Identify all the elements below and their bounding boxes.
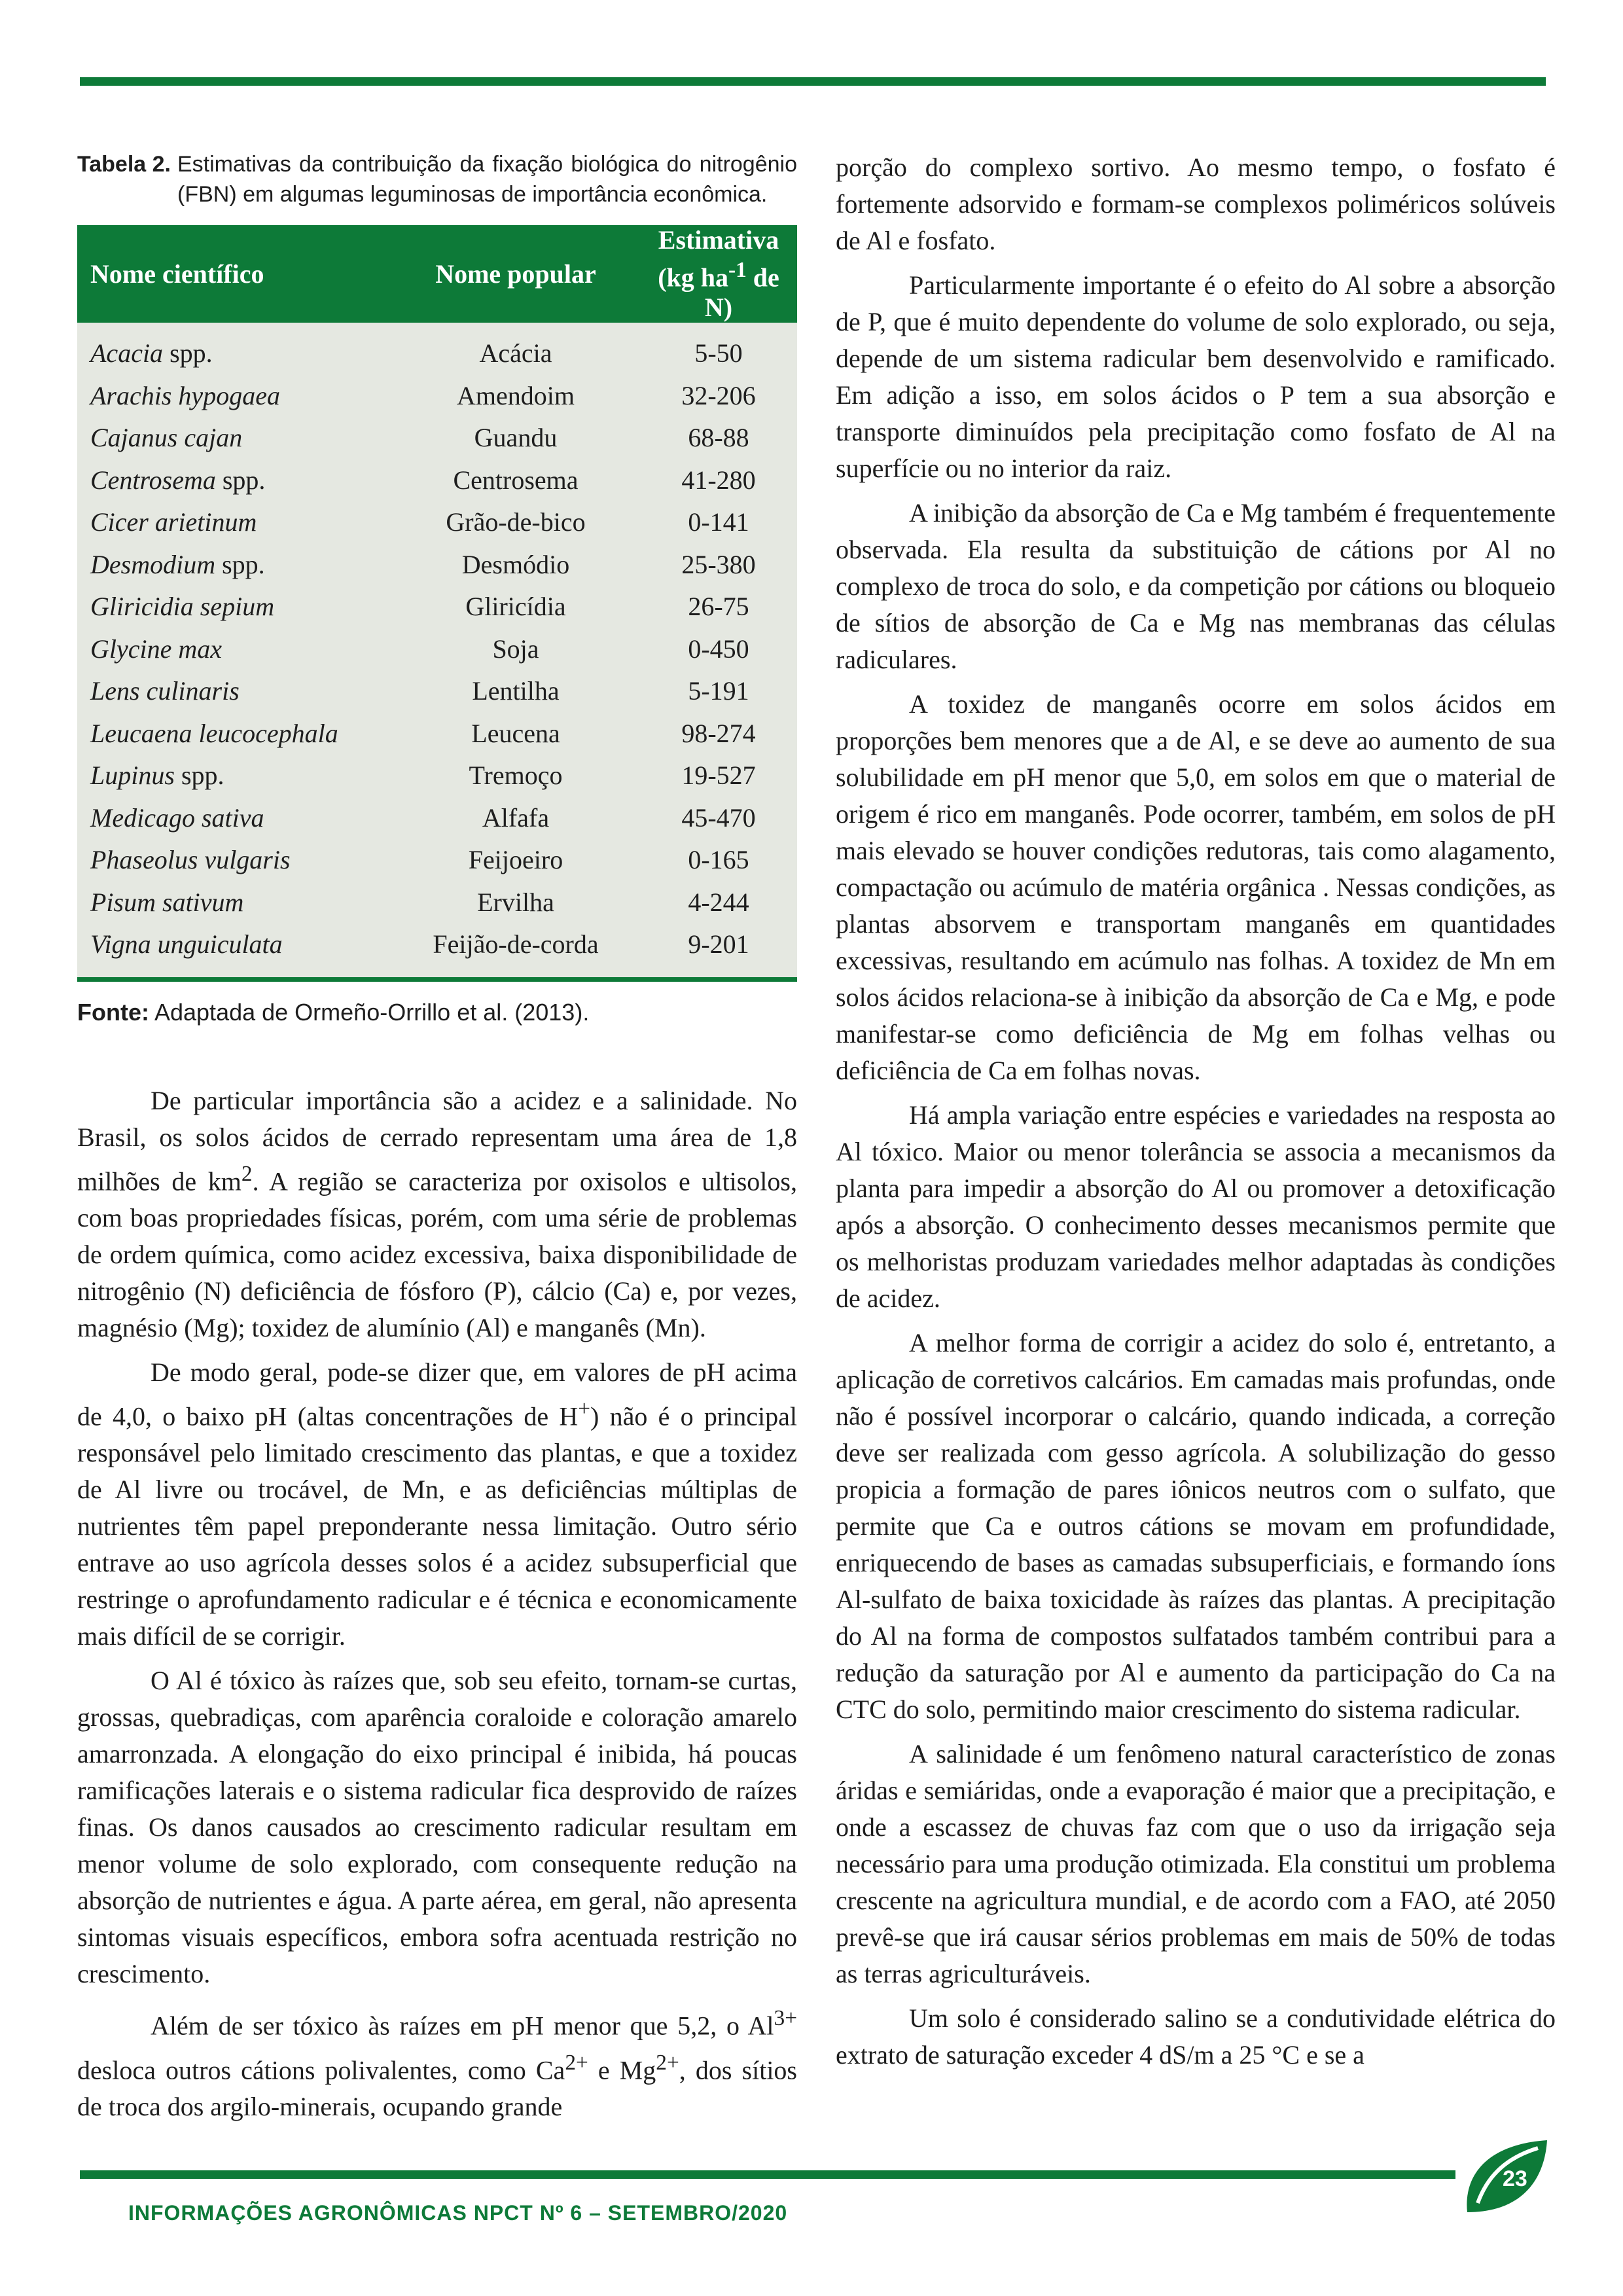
paragraph: A inibição da absorção de Ca e Mg também é frequentemente observada. Ela resulta da substituição de cátions por Al no complexo de troca do solo, e da competição por cátions ou bloqueio de sítios de absorção de Ca e Mg nas membranas das células radiculares. — [836, 498, 1556, 674]
cell-scientific-name — [77, 585, 391, 628]
superscript: + — [578, 1397, 591, 1422]
cell-popular-name: Lentilha — [472, 676, 560, 706]
cell-popular-name: Amendoim — [457, 380, 575, 410]
header-estimate-unit-tail: de N) — [704, 262, 779, 323]
table-caption — [77, 149, 797, 209]
table-row — [77, 585, 797, 628]
cell-popular-name: Soja — [492, 634, 539, 664]
paragraph: porção do complexo sortivo. Ao mesmo tempo, o fosfato é fortemente adsorvido e formam-se complexos poliméricos solúveis de Al e fosfato. — [836, 152, 1556, 255]
text-run: De particular importância são a acidez e a salinidade. No Brasil, os solos ácidos de cerrado representam uma área de 1,8 milhões de km — [77, 1085, 797, 1196]
header-estimate-title: Estimativa — [658, 225, 779, 255]
cell-estimate: 4-244 — [688, 887, 749, 917]
scientific-name: Pisum sativum — [90, 887, 244, 917]
page-number: 23 — [1503, 2166, 1527, 2191]
text-run: De modo geral, pode-se dizer que, em valores de pH acima de 4,0, o baixo pH (altas concentrações de H — [77, 1357, 797, 1431]
paragraph: Há ampla variação entre espécies e variedades na resposta ao Al tóxico. Maior ou menor tolerância se associa a mecanismos da planta para impedir a absorção do Al ou promover a detoxificação após a absorção. O conhecimento desses mecanismos permite que os melhoristas produzam variedades melhor adaptadas às condições de acidez. — [836, 1100, 1556, 1313]
cell-scientific-name — [77, 323, 391, 374]
table-row — [77, 754, 797, 797]
cell-popular-name: Ervilha — [477, 887, 554, 917]
cell-popular-name: Desmódio — [461, 549, 570, 579]
text-run: . A região se caracteriza por oxisolos e ultisolos, com boas propriedades físicas, porém, com uma série de problemas de ordem química, como acidez excessiva, baixa disponibilidade de nitrogênio (N) deficiência de fósforo (P), cálcio (Ca) e, por vezes, magnésio (Mg); toxidez de alumínio (Al) e manganês (Mn). — [77, 1166, 797, 1343]
scientific-name: Medicago sativa — [90, 802, 264, 833]
scientific-name: Vigna unguiculata — [90, 929, 283, 960]
publication-footer: INFORMAÇÕES AGRONÔMICAS NPCT Nº 6 – SETEMBRO/2020 — [128, 2201, 788, 2225]
cell-estimate: 19-527 — [681, 761, 756, 791]
header-rule — [80, 77, 1546, 86]
scientific-name-suffix: spp. — [163, 338, 213, 368]
text-run: ) não é o principal responsável pelo limitado crescimento das plantas, e que a toxidez de Al livre ou trocável, de Mn, e as deficiências múltiplas de nutrientes têm papel preponderante nessa limitação. Outro sério entrave ao uso agrícola desses solos é a acidez subsuperficial que restringe o aprofundamento radicular e é técnica e economicamente mais difícil de se corrigir. — [77, 1401, 797, 1651]
scientific-name-suffix: spp. — [215, 465, 266, 495]
cell-scientific-name — [77, 543, 391, 586]
fbn-table — [77, 225, 797, 977]
cell-popular-name: Acácia — [479, 338, 552, 368]
table-row — [77, 923, 797, 977]
superscript: 3+ — [774, 2006, 797, 2031]
cell-estimate: 26-75 — [688, 592, 749, 622]
scientific-name: Arachis hypogaea — [90, 380, 280, 410]
table-header-row — [77, 225, 797, 323]
table-source-text: Adaptada de Ormeño-Orrillo et al. (2013). — [149, 998, 590, 1026]
cell-popular-name: Feijão-de-corda — [433, 929, 599, 960]
cell-scientific-name — [77, 459, 391, 501]
superscript: 2 — [241, 1161, 253, 1186]
cell-scientific-name — [77, 881, 391, 924]
cell-scientific-name — [77, 670, 391, 712]
scientific-name: Centrosema — [90, 465, 216, 495]
paragraph: O Al é tóxico às raízes que, sob seu efeito, tornam-se curtas, grossas, quebradiças, com aparência coraloide e coloração amarelo amarronzada. A elongação do eixo principal é inibida, há poucas ramificações laterais e o sistema radicular fica desprovido de raízes finas. Os danos causados ao crescimento radicular resultam em menor volume de solo explorado, com consequente redução na absorção de nutrientes e água. A parte aérea, em geral, não apresenta sintomas visuais específicos, embora sofra acentuada restrição no crescimento. — [77, 1666, 797, 1989]
cell-popular-name: Tremoço — [469, 761, 563, 791]
table-row — [77, 628, 797, 670]
scientific-name: Acacia — [90, 338, 164, 368]
header-estimate — [640, 225, 797, 323]
left-body-text — [77, 1083, 797, 2125]
cell-estimate: 0-450 — [688, 634, 749, 664]
scientific-name: Cicer arietinum — [90, 507, 257, 537]
header-popular-name: Nome popular — [391, 225, 640, 323]
table-row — [77, 323, 797, 374]
scientific-name: Phaseolus vulgaris — [90, 845, 291, 875]
table-row — [77, 543, 797, 586]
cell-estimate: 9-201 — [688, 929, 749, 960]
header-estimate-unit: (kg ha — [658, 262, 729, 293]
cell-popular-name: Centrosema — [453, 465, 579, 495]
scientific-name-suffix: spp. — [174, 761, 224, 791]
cell-estimate: 0-165 — [688, 845, 749, 875]
table-source-label: Fonte: — [77, 998, 149, 1026]
superscript: 2+ — [656, 2050, 679, 2075]
cell-estimate: 68-88 — [688, 423, 749, 453]
text-run: e Mg — [588, 2055, 656, 2085]
paragraph: A toxidez de manganês ocorre em solos ácidos em proporções bem menores que a de Al, e se deve ao aumento de sua solubilidade em pH menor que 5,0, em solos em que o material de origem é rico em manganês. Pode ocorrer, também, em solos de pH mais elevado se houver condições redutoras, tais como alagamento, compactação ou acúmulo de matéria orgânica . Nessas condições, as plantas absorvem e transportam manganês em quantidades excessivas, resultando em acúmulo nas folhas. A toxidez de Mn em solos ácidos relaciona-se à inibição da absorção de Ca e Mg, e pode manifestar-se como deficiência de Mg em folhas velhas ou deficiência de Ca em folhas novas. — [836, 689, 1556, 1085]
table-row — [77, 670, 797, 712]
cell-scientific-name — [77, 754, 391, 797]
text-run: desloca outros cátions polivalentes, como Ca — [77, 2055, 565, 2085]
table-row — [77, 501, 797, 543]
scientific-name: Lens culinaris — [90, 676, 240, 706]
cell-scientific-name — [77, 838, 391, 881]
paragraph: A salinidade é um fenômeno natural característico de zonas áridas e semiáridas, onde a evaporação é maior que a precipitação, e onde a escassez de chuvas faz com que o uso da irrigação seja necessário para uma produção otimizada. Ela constitui um problema crescente na agricultura mundial, e de acordo com a FAO, até 2050 prevê-se que irá causar sérios problemas em mais de 50% de todas as terras agriculturáveis. — [836, 1739, 1556, 1988]
cell-popular-name: Leucena — [471, 718, 560, 748]
cell-estimate: 98-274 — [681, 718, 756, 748]
table-row — [77, 459, 797, 501]
table-bottom-rule — [77, 977, 797, 982]
header-estimate-unit-exp: -1 — [728, 258, 747, 282]
cell-scientific-name — [77, 501, 391, 543]
cell-estimate: 5-50 — [694, 338, 743, 368]
scientific-name-suffix: spp. — [215, 549, 265, 579]
table-row — [77, 712, 797, 755]
scientific-name: Cajanus cajan — [90, 423, 243, 453]
superscript: 2+ — [565, 2050, 588, 2075]
cell-popular-name: Gliricídia — [465, 592, 566, 622]
paragraph: Particularmente importante é o efeito do Al sobre a absorção de P, que é muito dependente do volume de solo explorado, ou seja, depende de um sistema radicular bem desenvolvido e ramificado. Em adição a isso, em solos ácidos o P tem a sua absorção e transporte diminuídos pela precipitação como fosfato de Al na superfície ou no interior da raiz. — [836, 270, 1556, 483]
cell-scientific-name — [77, 628, 391, 670]
table-row — [77, 374, 797, 417]
cell-estimate: 41-280 — [681, 465, 756, 495]
scientific-name: Gliricidia sepium — [90, 592, 275, 622]
cell-scientific-name — [77, 712, 391, 755]
paragraph — [77, 1354, 797, 1655]
cell-estimate: 32-206 — [681, 380, 756, 410]
table-row — [77, 838, 797, 881]
right-column — [836, 149, 1556, 2081]
cell-estimate: 25-380 — [681, 549, 756, 579]
footer-rule — [80, 2170, 1455, 2179]
cell-popular-name: Alfafa — [482, 802, 550, 833]
cell-estimate: 45-470 — [681, 802, 756, 833]
table-source — [77, 999, 797, 1026]
table-label: Tabela 2. — [77, 152, 171, 177]
text-run: Além de ser tóxico às raízes em pH menor que 5,2, o Al — [151, 2011, 774, 2041]
cell-scientific-name — [77, 416, 391, 459]
paragraph: A melhor forma de corrigir a acidez do solo é, entretanto, a aplicação de corretivos calcários. Em camadas mais profundas, onde não é possível incorporar o calcário, quando indicada, a correção deve ser realizada com gesso agrícola. A solubilização do gesso propicia a formação de pares iônicos neutros com o sulfato, que permite que Ca e outros cátions se movam em profundidade, enriquecendo de bases as camadas subsuperficiais, e formando íons Al-sulfato de baixa toxicidade às raízes das plantas. A precipitação do Al na forma de compostos sulfatados também contribui para a redução da saturação por Al e aumento da participação do Ca na CTC do solo, permitindo maior crescimento do sistema radicular. — [836, 1328, 1556, 1724]
cell-popular-name: Grão-de-bico — [446, 507, 586, 537]
cell-scientific-name — [77, 923, 391, 977]
cell-popular-name: Guandu — [474, 423, 558, 453]
left-column — [77, 149, 797, 2133]
scientific-name: Leucaena leucocephala — [90, 718, 338, 748]
paragraph: Um solo é considerado salino se a condutividade elétrica do extrato de saturação exceder 4 dS/m a 25 °C e se a — [836, 2003, 1556, 2070]
table-row — [77, 797, 797, 839]
table-caption-text: Estimativas da contribuição da fixação biológica do nitrogênio (FBN) em algumas leguminosas de importância econômica. — [177, 152, 797, 207]
text-run: , dos sítios de troca dos argilo-minerais, ocupando grande — [77, 2055, 797, 2122]
header-scientific-name: Nome científico — [77, 225, 391, 323]
table-row — [77, 416, 797, 459]
cell-popular-name: Feijoeiro — [468, 845, 563, 875]
table-row — [77, 881, 797, 924]
scientific-name: Glycine max — [90, 634, 223, 664]
scientific-name: Desmodium — [90, 549, 216, 579]
paragraph — [77, 1083, 797, 1346]
cell-estimate: 5-191 — [688, 676, 749, 706]
cell-scientific-name — [77, 374, 391, 417]
cell-scientific-name — [77, 797, 391, 839]
paragraph — [77, 2000, 797, 2125]
scientific-name: Lupinus — [90, 761, 175, 791]
cell-estimate: 0-141 — [688, 507, 749, 537]
